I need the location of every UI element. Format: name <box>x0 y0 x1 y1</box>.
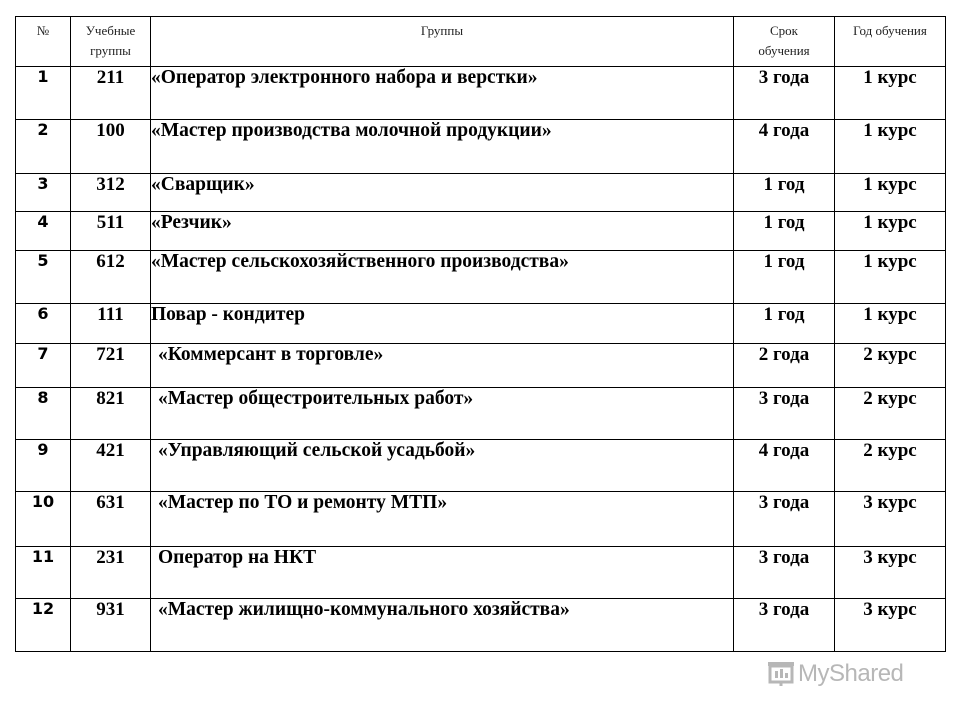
row-term: 4 года <box>734 440 835 492</box>
row-code: 612 <box>71 251 151 304</box>
row-name: Повар - кондитер <box>151 304 734 344</box>
table-row <box>16 344 946 388</box>
row-num: 12 <box>16 599 71 652</box>
row-code: 511 <box>71 212 151 251</box>
row-year: 2 курс <box>835 388 946 440</box>
header-name: Группы <box>151 17 734 67</box>
row-num: 2 <box>16 120 71 174</box>
table-row <box>16 547 946 599</box>
row-num: 10 <box>16 492 71 547</box>
table-row <box>16 440 946 492</box>
row-code: 721 <box>71 344 151 388</box>
row-year: 2 курс <box>835 344 946 388</box>
presentation-icon <box>767 661 795 687</box>
row-code: 931 <box>71 599 151 652</box>
header-groups <box>71 17 151 67</box>
row-name: «Мастер жилищно-коммунального хозяйства» <box>151 599 734 652</box>
row-name: Оператор на НКТ <box>151 547 734 599</box>
header-groups-line2: группы <box>90 43 131 58</box>
myshared-logo <box>767 660 903 688</box>
row-term: 3 года <box>734 388 835 440</box>
row-name: «Мастер сельскохозяйственного производства» <box>151 251 734 304</box>
row-code: 312 <box>71 174 151 212</box>
row-num: 4 <box>16 212 71 251</box>
table-row <box>16 212 946 251</box>
row-num: 5 <box>16 251 71 304</box>
row-term: 3 года <box>734 67 835 120</box>
row-year: 1 курс <box>835 120 946 174</box>
header-year: Год обучения <box>835 17 946 67</box>
row-code: 421 <box>71 440 151 492</box>
row-name: «Сварщик» <box>151 174 734 212</box>
table-row <box>16 67 946 120</box>
row-num: 11 <box>16 547 71 599</box>
row-code: 211 <box>71 67 151 120</box>
table-row <box>16 599 946 652</box>
row-code: 111 <box>71 304 151 344</box>
table-row <box>16 251 946 304</box>
row-code: 631 <box>71 492 151 547</box>
table-row <box>16 304 946 344</box>
row-year: 1 курс <box>835 212 946 251</box>
row-name: «Коммерсант в торговле» <box>151 344 734 388</box>
row-name: «Управляющий сельской усадьбой» <box>151 440 734 492</box>
header-row <box>16 17 946 67</box>
row-num: 8 <box>16 388 71 440</box>
header-num: № <box>16 17 71 67</box>
myshared-text: MyShared <box>798 660 904 687</box>
row-num: 9 <box>16 440 71 492</box>
table-row <box>16 120 946 174</box>
row-name: «Мастер общестроительных работ» <box>151 388 734 440</box>
row-name: «Оператор электронного набора и верстки» <box>151 67 734 120</box>
row-num: 3 <box>16 174 71 212</box>
table-row <box>16 174 946 212</box>
row-term: 3 года <box>734 599 835 652</box>
row-year: 3 курс <box>835 547 946 599</box>
row-name: «Мастер по ТО и ремонту МТП» <box>151 492 734 547</box>
row-code: 231 <box>71 547 151 599</box>
row-term: 1 год <box>734 251 835 304</box>
row-year: 1 курс <box>835 251 946 304</box>
row-code: 100 <box>71 120 151 174</box>
row-num: 1 <box>16 67 71 120</box>
row-year: 1 курс <box>835 174 946 212</box>
curriculum-table <box>15 16 946 652</box>
row-term: 3 года <box>734 492 835 547</box>
header-term-line1: Срок <box>770 23 798 38</box>
row-name: «Мастер производства молочной продукции» <box>151 120 734 174</box>
row-term: 4 года <box>734 120 835 174</box>
row-code: 821 <box>71 388 151 440</box>
row-term: 2 года <box>734 344 835 388</box>
header-term <box>734 17 835 67</box>
row-term: 3 года <box>734 547 835 599</box>
row-year: 3 курс <box>835 599 946 652</box>
table-row <box>16 388 946 440</box>
table-row <box>16 492 946 547</box>
row-num: 6 <box>16 304 71 344</box>
row-name: «Резчик» <box>151 212 734 251</box>
row-year: 1 курс <box>835 304 946 344</box>
row-term: 1 год <box>734 304 835 344</box>
row-term: 1 год <box>734 174 835 212</box>
header-term-line2: обучения <box>758 43 810 58</box>
row-year: 1 курс <box>835 67 946 120</box>
header-groups-line1: Учебные <box>85 23 136 38</box>
row-year: 3 курс <box>835 492 946 547</box>
row-term: 1 год <box>734 212 835 251</box>
row-year: 2 курс <box>835 440 946 492</box>
row-num: 7 <box>16 344 71 388</box>
